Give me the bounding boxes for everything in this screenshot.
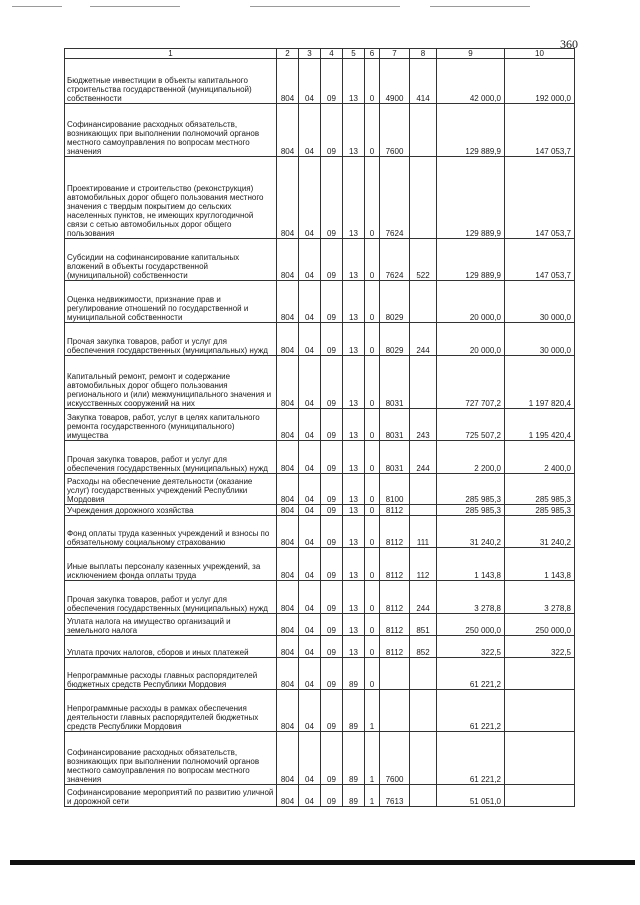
- cell-amount-year-2: 285 985,3: [505, 474, 575, 505]
- cell-program: 89: [343, 732, 365, 785]
- cell-amount-year-1: 20 000,0: [437, 323, 505, 356]
- cell-target-article: 8112: [380, 516, 410, 548]
- row-description: Уплата налога на имущество организаций и земельного налога: [65, 614, 277, 636]
- cell-amount-year-2: 1 195 420,4: [505, 409, 575, 441]
- cell-amount-year-1: 285 985,3: [437, 474, 505, 505]
- cell-section: 04: [299, 239, 321, 281]
- cell-ministry-code: 804: [277, 658, 299, 690]
- cell-ministry-code: 804: [277, 581, 299, 614]
- cell-subsection: 09: [321, 505, 343, 516]
- cell-target-article: 7624: [380, 239, 410, 281]
- cell-section: 04: [299, 548, 321, 581]
- cell-ministry-code: 804: [277, 104, 299, 157]
- cell-target-article: 4900: [380, 59, 410, 104]
- cell-program: 13: [343, 409, 365, 441]
- cell-program: 13: [343, 157, 365, 239]
- cell-ministry-code: 804: [277, 281, 299, 323]
- cell-amount-year-1: 61 221,2: [437, 690, 505, 732]
- cell-amount-year-1: 129 889,9: [437, 239, 505, 281]
- table-row: [65, 614, 575, 636]
- cell-program: 13: [343, 281, 365, 323]
- cell-amount-year-2: [505, 785, 575, 807]
- cell-amount-year-1: 51 051,0: [437, 785, 505, 807]
- cell-section: 04: [299, 409, 321, 441]
- cell-expense-type: [410, 157, 437, 239]
- cell-subsection: 09: [321, 636, 343, 658]
- cell-expense-type: 244: [410, 323, 437, 356]
- row-description: Фонд оплаты труда казенных учреждений и взносы по обязательному социальному страхованию: [65, 516, 277, 548]
- cell-subsection: 09: [321, 409, 343, 441]
- cell-ministry-code: 804: [277, 441, 299, 474]
- cell-expense-type: 112: [410, 548, 437, 581]
- top-scan-line: [250, 6, 400, 7]
- cell-target-article: 8112: [380, 505, 410, 516]
- cell-section: 04: [299, 581, 321, 614]
- cell-section: 04: [299, 441, 321, 474]
- cell-target-article: 8100: [380, 474, 410, 505]
- cell-target-article: 8029: [380, 323, 410, 356]
- cell-ministry-code: 804: [277, 516, 299, 548]
- cell-program: 89: [343, 785, 365, 807]
- cell-amount-year-2: 1 197 820,4: [505, 356, 575, 409]
- cell-amount-year-1: 725 507,2: [437, 409, 505, 441]
- cell-program: 13: [343, 548, 365, 581]
- cell-subprogram: 0: [365, 59, 380, 104]
- cell-expense-type: 244: [410, 581, 437, 614]
- cell-program: 13: [343, 59, 365, 104]
- cell-subsection: 09: [321, 516, 343, 548]
- cell-ministry-code: 804: [277, 690, 299, 732]
- table-row: [65, 690, 575, 732]
- row-description: Уплата прочих налогов, сборов и иных платежей: [65, 636, 277, 658]
- row-description: Проектирование и строительство (реконструкция) автомобильных дорог общего пользования местного значения с твердым покрытием до сельских населенных пунктов, не имеющих круглогодичной связи с сетью автомобильных дорог общего пользования: [65, 157, 277, 239]
- cell-subprogram: 1: [365, 785, 380, 807]
- cell-subprogram: 0: [365, 281, 380, 323]
- cell-ministry-code: 804: [277, 157, 299, 239]
- row-description: Оценка недвижимости, признание прав и регулирование отношений по государственной и муниципальной собственности: [65, 281, 277, 323]
- cell-subsection: 09: [321, 281, 343, 323]
- cell-amount-year-2: 30 000,0: [505, 281, 575, 323]
- cell-target-article: 8112: [380, 581, 410, 614]
- cell-program: 13: [343, 505, 365, 516]
- cell-subsection: 09: [321, 356, 343, 409]
- cell-amount-year-2: [505, 690, 575, 732]
- cell-ministry-code: 804: [277, 732, 299, 785]
- cell-expense-type: [410, 505, 437, 516]
- cell-section: 04: [299, 323, 321, 356]
- table-row: [65, 323, 575, 356]
- cell-amount-year-1: 2 200,0: [437, 441, 505, 474]
- cell-amount-year-1: 42 000,0: [437, 59, 505, 104]
- cell-expense-type: 414: [410, 59, 437, 104]
- cell-section: 04: [299, 59, 321, 104]
- cell-expense-type: [410, 785, 437, 807]
- cell-subprogram: 0: [365, 548, 380, 581]
- cell-expense-type: [410, 732, 437, 785]
- cell-program: 13: [343, 474, 365, 505]
- cell-subprogram: 0: [365, 474, 380, 505]
- cell-expense-type: 111: [410, 516, 437, 548]
- cell-amount-year-1: 61 221,2: [437, 658, 505, 690]
- table-row: [65, 239, 575, 281]
- cell-amount-year-2: 1 143,8: [505, 548, 575, 581]
- cell-amount-year-1: 129 889,9: [437, 104, 505, 157]
- cell-amount-year-2: 192 000,0: [505, 59, 575, 104]
- cell-ministry-code: 804: [277, 323, 299, 356]
- cell-section: 04: [299, 281, 321, 323]
- cell-subprogram: 0: [365, 658, 380, 690]
- cell-target-article: 8031: [380, 356, 410, 409]
- cell-ministry-code: 804: [277, 785, 299, 807]
- table-row: [65, 474, 575, 505]
- cell-amount-year-2: 147 053,7: [505, 157, 575, 239]
- cell-expense-type: [410, 690, 437, 732]
- cell-subsection: 09: [321, 690, 343, 732]
- cell-target-article: 7613: [380, 785, 410, 807]
- cell-ministry-code: 804: [277, 614, 299, 636]
- cell-program: 13: [343, 104, 365, 157]
- cell-section: 04: [299, 356, 321, 409]
- cell-amount-year-2: 31 240,2: [505, 516, 575, 548]
- top-scan-line: [90, 6, 180, 7]
- table-row: [65, 658, 575, 690]
- header-col-2: 2: [277, 49, 299, 59]
- cell-subsection: 09: [321, 59, 343, 104]
- cell-expense-type: [410, 658, 437, 690]
- header-col-7: 7: [380, 49, 410, 59]
- cell-subsection: 09: [321, 157, 343, 239]
- cell-expense-type: [410, 104, 437, 157]
- cell-expense-type: 244: [410, 441, 437, 474]
- cell-target-article: 8031: [380, 441, 410, 474]
- cell-expense-type: 851: [410, 614, 437, 636]
- cell-subsection: 09: [321, 239, 343, 281]
- top-scan-line: [430, 6, 530, 7]
- cell-expense-type: 852: [410, 636, 437, 658]
- cell-target-article: 7600: [380, 732, 410, 785]
- cell-amount-year-1: 322,5: [437, 636, 505, 658]
- table-row: [65, 356, 575, 409]
- cell-program: 89: [343, 658, 365, 690]
- cell-subsection: 09: [321, 785, 343, 807]
- header-col-6: 6: [365, 49, 380, 59]
- cell-program: 13: [343, 323, 365, 356]
- cell-subsection: 09: [321, 474, 343, 505]
- cell-program: 13: [343, 636, 365, 658]
- cell-target-article: [380, 690, 410, 732]
- cell-subprogram: 1: [365, 690, 380, 732]
- cell-subsection: 09: [321, 104, 343, 157]
- cell-ministry-code: 804: [277, 356, 299, 409]
- cell-ministry-code: 804: [277, 409, 299, 441]
- top-scan-line: [12, 6, 62, 7]
- cell-section: 04: [299, 474, 321, 505]
- cell-target-article: 8029: [380, 281, 410, 323]
- cell-amount-year-2: 322,5: [505, 636, 575, 658]
- cell-section: 04: [299, 658, 321, 690]
- table-row: [65, 732, 575, 785]
- page-number: 360: [560, 37, 578, 51]
- cell-amount-year-1: 31 240,2: [437, 516, 505, 548]
- cell-target-article: 8112: [380, 636, 410, 658]
- cell-expense-type: [410, 356, 437, 409]
- cell-amount-year-2: [505, 658, 575, 690]
- row-description: Непрограммные расходы в рамках обеспечения деятельности главных распорядителей бюджетных средств Республики Мордовия: [65, 690, 277, 732]
- cell-section: 04: [299, 785, 321, 807]
- cell-amount-year-2: 147 053,7: [505, 239, 575, 281]
- cell-ministry-code: 804: [277, 474, 299, 505]
- cell-target-article: 8112: [380, 614, 410, 636]
- row-description: Софинансирование расходных обязательств, возникающих при выполнении полномочий органов местного самоуправления по вопросам местного значения: [65, 104, 277, 157]
- cell-amount-year-1: 129 889,9: [437, 157, 505, 239]
- cell-amount-year-1: 20 000,0: [437, 281, 505, 323]
- cell-amount-year-1: 1 143,8: [437, 548, 505, 581]
- cell-subprogram: 0: [365, 157, 380, 239]
- row-description: Закупка товаров, работ, услуг в целях капитального ремонта государственного (муниципального) имущества: [65, 409, 277, 441]
- cell-amount-year-1: 250 000,0: [437, 614, 505, 636]
- row-description: Прочая закупка товаров, работ и услуг для обеспечения государственных (муниципальных) нужд: [65, 323, 277, 356]
- cell-amount-year-2: 2 400,0: [505, 441, 575, 474]
- table-row: [65, 104, 575, 157]
- header-col-4: 4: [321, 49, 343, 59]
- cell-ministry-code: 804: [277, 239, 299, 281]
- cell-program: 13: [343, 239, 365, 281]
- cell-ministry-code: 804: [277, 505, 299, 516]
- cell-subprogram: 1: [365, 732, 380, 785]
- cell-subsection: 09: [321, 658, 343, 690]
- cell-expense-type: [410, 474, 437, 505]
- cell-expense-type: 522: [410, 239, 437, 281]
- row-description: Расходы на обеспечение деятельности (оказание услуг) государственных учреждений Республики Мордовия: [65, 474, 277, 505]
- table-row: [65, 636, 575, 658]
- cell-subsection: 09: [321, 548, 343, 581]
- cell-subprogram: 0: [365, 356, 380, 409]
- cell-program: 13: [343, 516, 365, 548]
- cell-program: 13: [343, 581, 365, 614]
- cell-subsection: 09: [321, 441, 343, 474]
- cell-subsection: 09: [321, 323, 343, 356]
- cell-expense-type: [410, 281, 437, 323]
- table-row: [65, 505, 575, 516]
- cell-amount-year-2: 30 000,0: [505, 323, 575, 356]
- cell-section: 04: [299, 505, 321, 516]
- cell-program: 13: [343, 441, 365, 474]
- budget-table: [64, 48, 575, 807]
- cell-subprogram: 0: [365, 239, 380, 281]
- row-description: Прочая закупка товаров, работ и услуг для обеспечения государственных (муниципальных) нужд: [65, 441, 277, 474]
- header-col-8: 8: [410, 49, 437, 59]
- cell-target-article: 8112: [380, 548, 410, 581]
- table-row: [65, 785, 575, 807]
- table-row: [65, 157, 575, 239]
- table-row: [65, 441, 575, 474]
- row-description: Капитальный ремонт, ремонт и содержание автомобильных дорог общего пользования регионального и (или) межмуниципального значения и искусственных сооружений на них: [65, 356, 277, 409]
- row-description: Бюджетные инвестиции в объекты капитального строительства государственной (муниципальной) собственности: [65, 59, 277, 104]
- cell-target-article: 7600: [380, 104, 410, 157]
- cell-amount-year-2: [505, 732, 575, 785]
- cell-target-article: [380, 658, 410, 690]
- cell-amount-year-1: 3 278,8: [437, 581, 505, 614]
- cell-section: 04: [299, 516, 321, 548]
- bottom-scan-bar: [10, 860, 635, 865]
- cell-subsection: 09: [321, 614, 343, 636]
- cell-amount-year-2: 3 278,8: [505, 581, 575, 614]
- table-row: [65, 516, 575, 548]
- header-col-5: 5: [343, 49, 365, 59]
- cell-section: 04: [299, 690, 321, 732]
- cell-subsection: 09: [321, 581, 343, 614]
- cell-amount-year-2: 147 053,7: [505, 104, 575, 157]
- cell-amount-year-1: 285 985,3: [437, 505, 505, 516]
- table-row: [65, 548, 575, 581]
- cell-section: 04: [299, 614, 321, 636]
- table-row: [65, 59, 575, 104]
- cell-ministry-code: 804: [277, 59, 299, 104]
- cell-expense-type: 243: [410, 409, 437, 441]
- header-col-3: 3: [299, 49, 321, 59]
- cell-program: 89: [343, 690, 365, 732]
- cell-subsection: 09: [321, 732, 343, 785]
- table-row: [65, 409, 575, 441]
- cell-subprogram: 0: [365, 104, 380, 157]
- cell-subprogram: 0: [365, 581, 380, 614]
- cell-subprogram: 0: [365, 614, 380, 636]
- header-col-9: 9: [437, 49, 505, 59]
- cell-subprogram: 0: [365, 505, 380, 516]
- cell-subprogram: 0: [365, 323, 380, 356]
- cell-amount-year-2: 285 985,3: [505, 505, 575, 516]
- cell-program: 13: [343, 614, 365, 636]
- header-col-10: 10: [505, 49, 575, 59]
- cell-ministry-code: 804: [277, 636, 299, 658]
- row-description: Софинансирование расходных обязательств, возникающих при выполнении полномочий органов местного самоуправления по вопросам местного значения: [65, 732, 277, 785]
- row-description: Софинансирование мероприятий по развитию уличной и дорожной сети: [65, 785, 277, 807]
- cell-section: 04: [299, 157, 321, 239]
- row-description: Учреждения дорожного хозяйства: [65, 505, 277, 516]
- cell-amount-year-1: 727 707,2: [437, 356, 505, 409]
- row-description: Прочая закупка товаров, работ и услуг для обеспечения государственных (муниципальных) нужд: [65, 581, 277, 614]
- cell-subprogram: 0: [365, 516, 380, 548]
- cell-target-article: 7624: [380, 157, 410, 239]
- cell-subprogram: 0: [365, 441, 380, 474]
- table-header-row: [65, 49, 575, 59]
- cell-section: 04: [299, 732, 321, 785]
- cell-subprogram: 0: [365, 409, 380, 441]
- cell-target-article: 8031: [380, 409, 410, 441]
- table-row: [65, 581, 575, 614]
- cell-section: 04: [299, 104, 321, 157]
- header-col-1: 1: [65, 49, 277, 59]
- row-description: Непрограммные расходы главных распорядителей бюджетных средств Республики Мордовия: [65, 658, 277, 690]
- cell-amount-year-1: 61 221,2: [437, 732, 505, 785]
- row-description: Иные выплаты персоналу казенных учреждений, за исключением фонда оплаты труда: [65, 548, 277, 581]
- cell-ministry-code: 804: [277, 548, 299, 581]
- cell-amount-year-2: 250 000,0: [505, 614, 575, 636]
- table-row: [65, 281, 575, 323]
- row-description: Субсидии на софинансирование капитальных вложений в объекты государственной (муниципальной) собственности: [65, 239, 277, 281]
- cell-subprogram: 0: [365, 636, 380, 658]
- cell-program: 13: [343, 356, 365, 409]
- cell-section: 04: [299, 636, 321, 658]
